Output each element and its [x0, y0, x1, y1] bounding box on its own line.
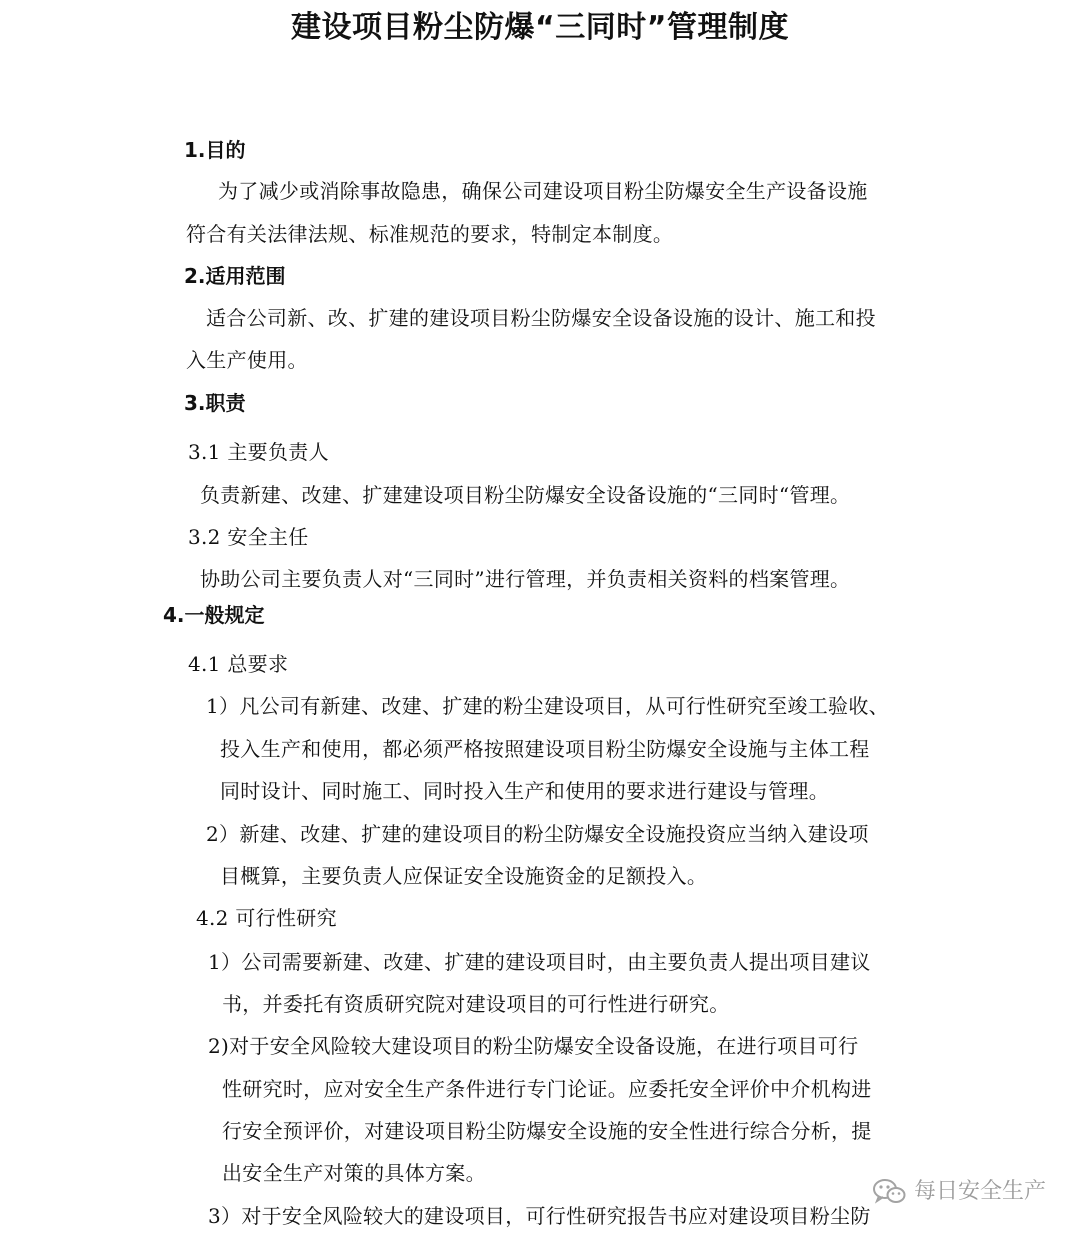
text-line: 负责新建、改建、扩建建设项目粉尘防爆安全设备设施的“三同时“管理。	[200, 483, 851, 507]
watermark-text: 每日安全生产	[913, 1179, 1046, 1204]
text-line: 入生产使用。	[186, 348, 308, 372]
text-line: 符合有关法律法规、标准规范的要求，特制定本制度。	[186, 222, 674, 246]
text-line: 为了减少或消除事故隐患，确保公司建设项目粉尘防爆安全生产设备设施	[218, 179, 868, 203]
text-line: 4.1 总要求	[188, 652, 289, 676]
text-line: 1）公司需要新建、改建、扩建的建设项目时，由主要负责人提出项目建议	[208, 950, 871, 974]
text-line: 同时设计、同时施工、同时投入生产和使用的要求进行建设与管理。	[220, 779, 829, 803]
watermark	[872, 1177, 1046, 1207]
text-line: 3）对于安全风险较大的建设项目，可行性研究报告书应对建设项目粉尘防	[208, 1204, 871, 1228]
section-heading: 4.一般规定	[163, 603, 265, 627]
text-line: 2）新建、改建、扩建的建设项目的粉尘防爆安全设施投资应当纳入建设项	[206, 822, 869, 846]
text-line: 性研究时，应对安全生产条件进行专门论证。应委托安全评价中介机构进	[222, 1077, 872, 1101]
text-line: 出安全生产对策的具体方案。	[222, 1161, 486, 1185]
text-line: 3.1 主要负责人	[188, 440, 329, 464]
wechat-icon	[872, 1178, 906, 1206]
text-line: 3.2 安全主任	[188, 525, 309, 549]
text-line: 协助公司主要负责人对“三同时”进行管理，并负责相关资料的档案管理。	[200, 567, 851, 591]
text-line: 1）凡公司有新建、改建、扩建的粉尘建设项目，从可行性研究至竣工验收、	[206, 694, 889, 718]
text-line: 4.2 可行性研究	[196, 906, 337, 930]
text-line: 适合公司新、改、扩建的建设项目粉尘防爆安全设备设施的设计、施工和投	[206, 306, 876, 330]
text-line: 目概算，主要负责人应保证安全设施资金的足额投入。	[220, 864, 708, 888]
text-line: 投入生产和使用，都必须严格按照建设项目粉尘防爆安全设施与主体工程	[220, 737, 870, 761]
section-heading: 3.职责	[184, 391, 246, 415]
text-line: 行安全预评价，对建设项目粉尘防爆安全设施的安全性进行综合分析，提	[222, 1119, 872, 1143]
section-heading: 1.目的	[184, 138, 246, 162]
section-heading: 2.适用范围	[184, 264, 286, 288]
text-line: 书，并委托有资质研究院对建设项目的可行性进行研究。	[222, 992, 730, 1016]
document-title: 建设项目粉尘防爆“三同时”管理制度	[291, 10, 789, 45]
text-line: 2)对于安全风险较大建设项目的粉尘防爆安全设备设施，在进行项目可行	[208, 1034, 859, 1058]
